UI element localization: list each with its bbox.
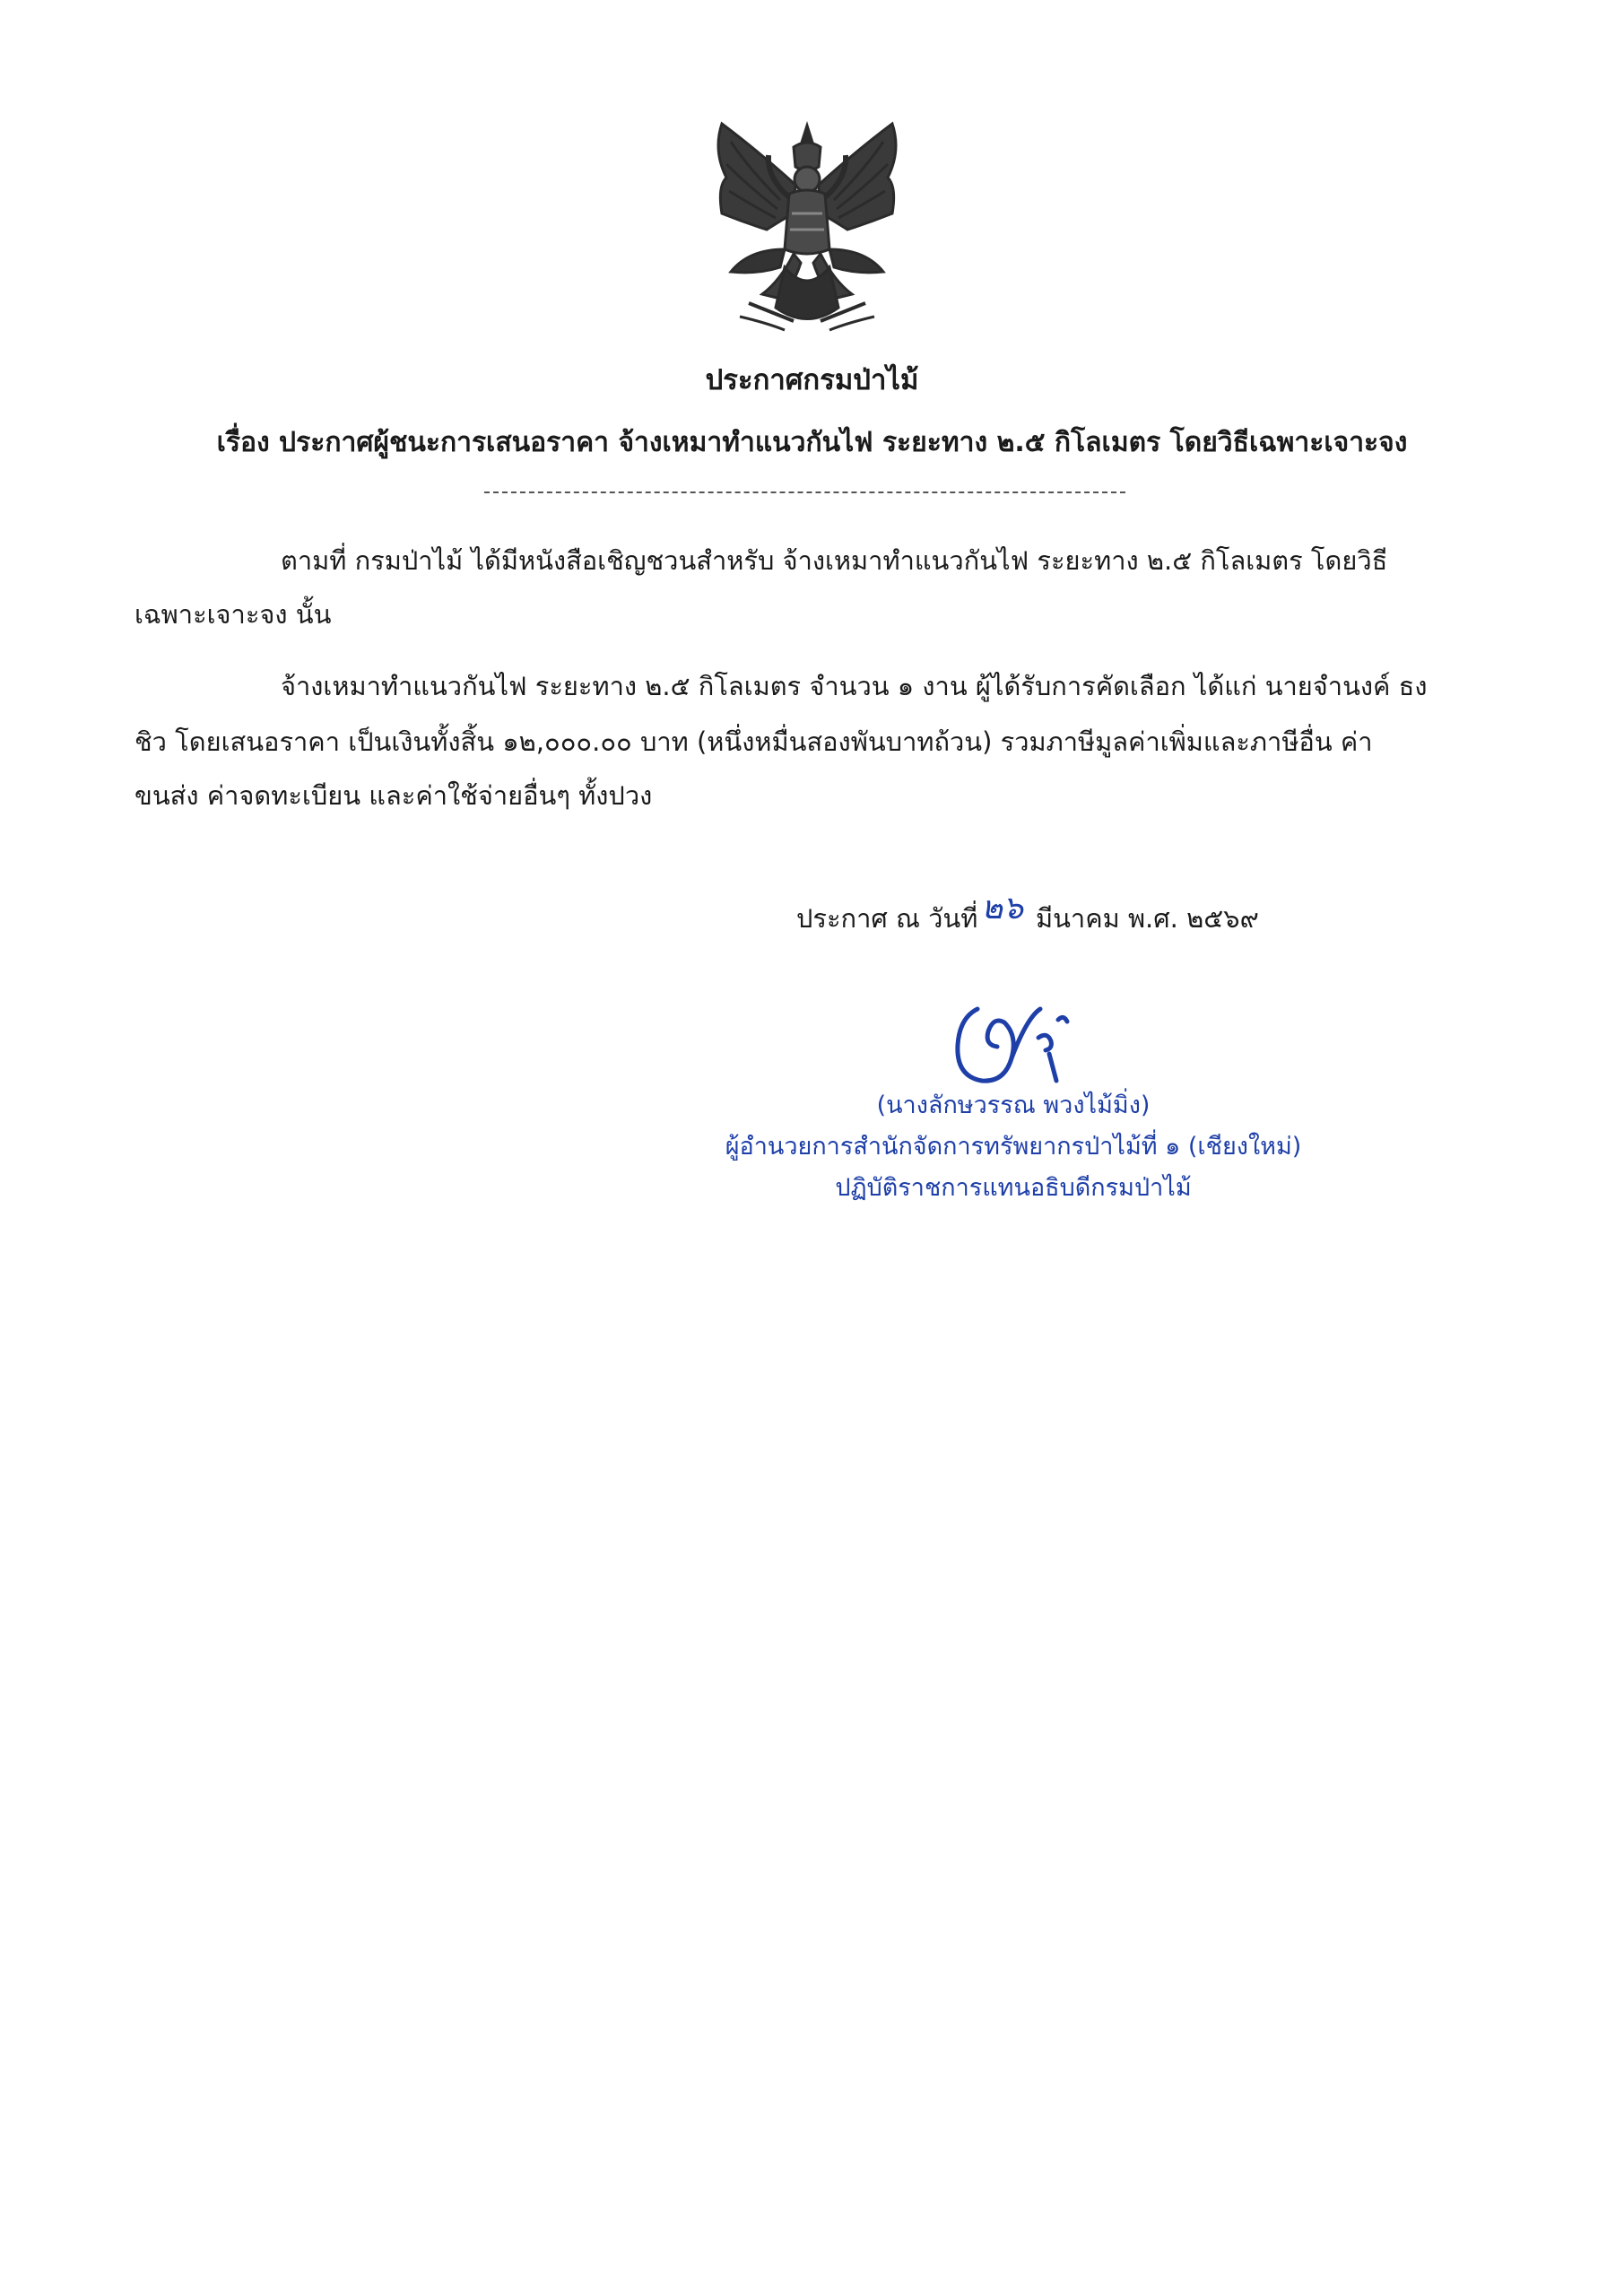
divider-line: [484, 491, 1125, 493]
paragraph1-line1: ตามที่ กรมป่าไม้ ได้มีหนังสือเชิญชวนสำหรับ จ้างเหมาทำแนวกันไฟ ระยะทาง ๒.๕ กิโลเมตร โดยวิธี: [281, 545, 1388, 576]
signatory-block: [699, 1085, 1327, 1209]
date-prefix: ประกาศ ณ วันที่: [796, 903, 978, 934]
paragraph2-line2: ชิว โดยเสนอราคา เป็นเงินทั้งสิ้น ๑๒,๐๐๐.๐๐ บาท (หนึ่งหมื่นสองพันบาทถ้วน) รวมภาษีมูลค่าเพิ่มและภาษีอื่น ค่า: [135, 726, 1373, 757]
document-subject: เรื่อง ประกาศผู้ชนะการเสนอราคา จ้างเหมาทำแนวกันไฟ ระยะทาง ๒.๕ กิโลเมตร โดยวิธีเฉพาะเจาะจง: [216, 427, 1408, 458]
signatory-name: (นางลักษวรรณ พวงไม้มิ่ง): [876, 1091, 1151, 1119]
signatory-acting: ปฏิบัติราชการแทนอธิบดีกรมป่าไม้: [835, 1174, 1192, 1202]
handwritten-signature: [942, 982, 1085, 1099]
garuda-emblem-icon: [695, 115, 919, 339]
signatory-position: ผู้อำนวยการสำนักจัดการทรัพยากรป่าไม้ที่ ๑ (เชียงใหม่): [725, 1133, 1302, 1161]
paragraph2-line1: จ้างเหมาทำแนวกันไฟ ระยะทาง ๒.๕ กิโลเมตร จำนวน ๑ งาน ผู้ได้รับการคัดเลือก ได้แก่ นายจำนงค์ ธง: [281, 671, 1428, 701]
paragraph1-line2: เฉพาะเจาะจง นั้น: [135, 599, 332, 630]
date-day-handwritten: ๒๖: [981, 890, 1023, 926]
paragraph2-line3: ขนส่ง ค่าจดทะเบียน และค่าใช้จ่ายอื่นๆ ทั้งปวง: [135, 780, 653, 811]
document-title: ประกาศกรมป่าไม้: [705, 364, 919, 396]
date-month-year: มีนาคม พ.ศ. ๒๕๖๙: [1035, 903, 1259, 934]
announcement-date: [796, 890, 1259, 936]
